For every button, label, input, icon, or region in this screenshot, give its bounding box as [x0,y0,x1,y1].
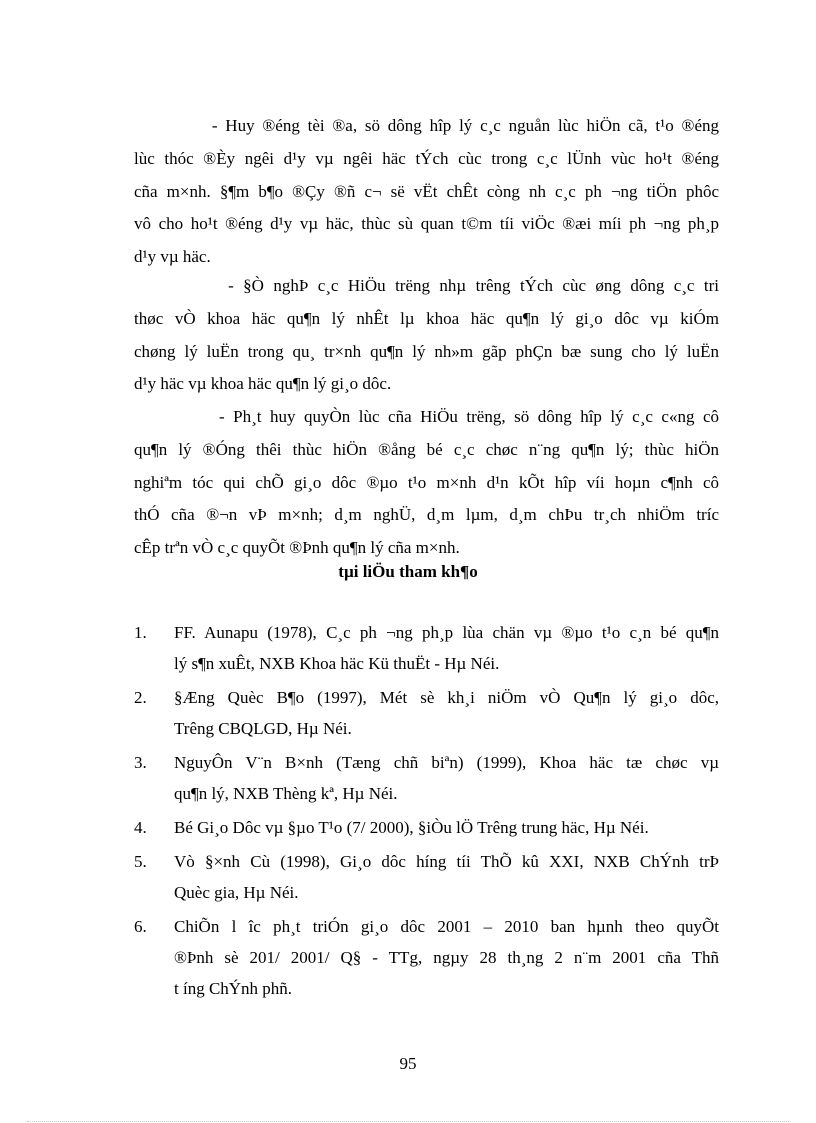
paragraph-line: d¹y vµ häc. [134,247,211,267]
body-paragraph-3 [134,401,719,565]
reference-line: §Æng Quèc B¶o (1997), Mét sè kh¸i niÖm vÒ Qu¶n lý gi¸o dôc, [174,688,719,707]
reference-line: Trêng CBQLGD, Hµ Néi. [174,719,352,738]
reference-line: t íng ChÝnh phñ. [174,979,293,998]
paragraph-line: thÓ cña ®¬n vÞ m×nh; d¸m nghÜ, d¸m lµm, d¸m chÞu tr¸ch nhiÖm tríc [134,505,719,525]
reference-number: 5. [134,852,147,871]
reference-number: 3. [134,753,147,772]
reference-item [134,812,719,843]
reference-item [134,617,719,679]
reference-item [134,846,719,908]
body-paragraph-2 [134,270,719,401]
reference-line: NguyÔn V¨n B×nh (Tæng chñ biªn) (1999), Khoa häc tæ chøc vµ [174,753,719,772]
reference-item [134,911,719,1004]
body-paragraph-1 [134,110,719,274]
paragraph-line: lùc thóc ®Èy ngêi d¹y vµ ngêi häc tÝch cùc trong c¸c lÜnh vùc ho¹t ®éng [134,148,719,168]
reference-line: Quèc gia, Hµ Néi. [174,883,299,902]
reference-list [134,617,719,1007]
reference-line: Vò §×nh Cù (1998), Gi¸o dôc híng tíi ThÕ kû XXI, NXB ChÝnh trÞ [174,852,719,871]
paragraph-line: vô cho ho¹t ®éng d¹y vµ häc, thùc sù quan t©m tíi viÖc ®æi míi ph ¬ng ph¸p [134,214,719,234]
paragraph-line: - Ph¸t huy quyÒn lùc cña HiÖu trëng, sö dông hîp lý c¸c c«ng cô [134,407,719,426]
paragraph-line: qu¶n lý ®Óng thêi thùc hiÖn ®ång bé c¸c chøc n¨ng qu¶n lý; thùc hiÖn [134,439,719,459]
paragraph-line: nghiªm tóc qui chÕ gi¸o dôc ®µo t¹o m×nh d¹n kÕt hîp víi hoµn c¶nh cô [134,472,719,492]
reference-item [134,747,719,809]
references-heading: tµi liÖu tham kh¶o [338,562,478,581]
reference-line: FF. Aunapu (1978), C¸c ph ¬ng ph¸p lùa chän vµ ®µo t¹o c¸n bé qu¶n [174,623,719,642]
reference-line: Bé Gi¸o Dôc vµ §µo T¹o (7/ 2000), §iÒu lÖ Trêng trung häc, Hµ Néi. [174,818,649,837]
paragraph-line: - §Ò nghÞ c¸c HiÖu trëng nhµ trêng tÝch cùc øng dông c¸c tri [134,276,719,295]
reference-number: 1. [134,623,147,642]
footer-divider [27,1121,789,1122]
paragraph-line: - Huy ®éng tèi ®a, sö dông hîp lý c¸c nguån lùc hiÖn cã, t¹o ®éng [134,116,719,135]
reference-number: 6. [134,917,147,936]
paragraph-line: thøc vÒ khoa häc qu¶n lý nhÊt lµ khoa häc qu¶n lý gi¸o dôc vµ kiÓm [134,308,719,328]
reference-line: ChiÕn l îc ph¸t triÓn gi¸o dôc 2001 – 2010 ban hµnh theo quyÕt [174,917,719,936]
reference-line: ®Þnh sè 201/ 2001/ Q§ - TTg, ngµy 28 th¸ng 2 n¨m 2001 cña Thñ [174,948,719,967]
reference-item [134,682,719,744]
reference-number: 2. [134,688,147,707]
page-number: 95 [399,1054,417,1073]
paragraph-line: d¹y häc vµ khoa häc qu¶n lý gi¸o dôc. [134,374,392,394]
reference-line: lý s¶n xuÊt, NXB Khoa häc Kü thuËt - Hµ Néi. [174,654,500,673]
paragraph-line: cña m×nh. §¶m b¶o ®Çy ®ñ c¬ së vËt chÊt còng nh c¸c ph ¬ng tiÖn phôc [134,181,719,201]
reference-number: 4. [134,818,147,837]
reference-line: qu¶n lý, NXB Thèng kª, Hµ Néi. [174,784,398,803]
paragraph-line: chøng lý luËn trong qu¸ tr×nh qu¶n lý nh»m gãp phÇn bæ sung cho lý luËn [134,341,719,361]
paragraph-line: cÊp trªn vÒ c¸c quyÕt ®Þnh qu¶n lý cña m×nh. [134,538,460,558]
